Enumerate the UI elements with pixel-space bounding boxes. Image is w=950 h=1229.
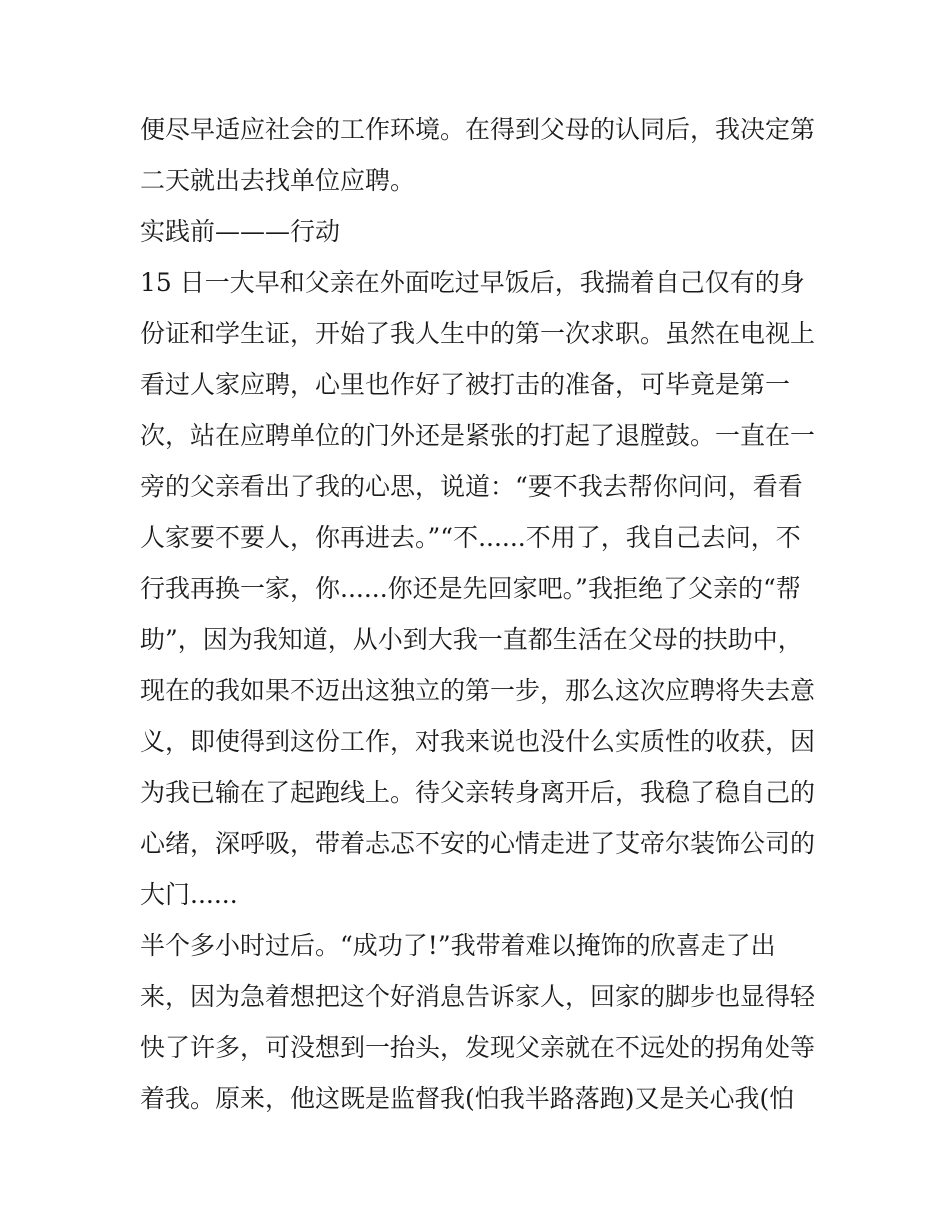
- text-line: 看过人家应聘，心里也作好了被打击的准备，可毕竟是第一: [140, 370, 791, 399]
- text-line: 次，站在应聘单位的门外还是紧张的打起了退膛鼓。一直在一: [140, 421, 816, 450]
- text-line: 助”，因为我知道，从小到大我一直都生活在父母的扶助中，: [140, 625, 803, 654]
- body-text: [140, 104, 820, 1124]
- text-line: 大门......: [140, 880, 238, 909]
- text-line: 旁的父亲看出了我的心思，说道：“要不我去帮你问问，看看: [140, 472, 803, 501]
- text-line: 义，即使得到这份工作，对我来说也没什么实质性的收获，因: [140, 727, 816, 756]
- text-line: 心绪，深呼吸，带着忐忑不安的心情走进了艾帝尔装饰公司的: [140, 829, 816, 858]
- section-heading: 实践前———行动: [140, 217, 341, 246]
- text-line: 快了许多，可没想到一抬头，发现父亲就在不远处的拐角处等: [140, 1033, 816, 1062]
- text-line: 现在的我如果不迈出这独立的第一步，那么这次应聘将失去意: [140, 676, 816, 705]
- text-line: 15 日一大早和父亲在外面吃过早饭后，我揣着自己仅有的身: [140, 268, 805, 297]
- text-line: 便尽早适应社会的工作环境。在得到父母的认同后，我决定第: [140, 115, 816, 144]
- text-line: 二天就出去找单位应聘。: [140, 166, 416, 195]
- text-line: 来，因为急着想把这个好消息告诉家人，回家的脚步也显得轻: [140, 982, 816, 1011]
- text-line: 着我。原来，他这既是监督我(怕我半路落跑)又是关心我(怕: [140, 1084, 795, 1113]
- text-line: 行我再换一家，你......你还是先回家吧。”我拒绝了父亲的“帮: [140, 574, 801, 603]
- text-line: 份证和学生证，开始了我人生中的第一次求职。虽然在电视上: [140, 319, 816, 348]
- text-line: 为我已输在了起跑线上。待父亲转身离开后，我稳了稳自己的: [140, 778, 816, 807]
- text-line: 半个多小时过后。“成功了!”我带着难以掩饰的欣喜走了出: [140, 931, 776, 960]
- text-line: 人家要不要人，你再进去。”“不......不用了，我自己去问，不: [140, 523, 801, 552]
